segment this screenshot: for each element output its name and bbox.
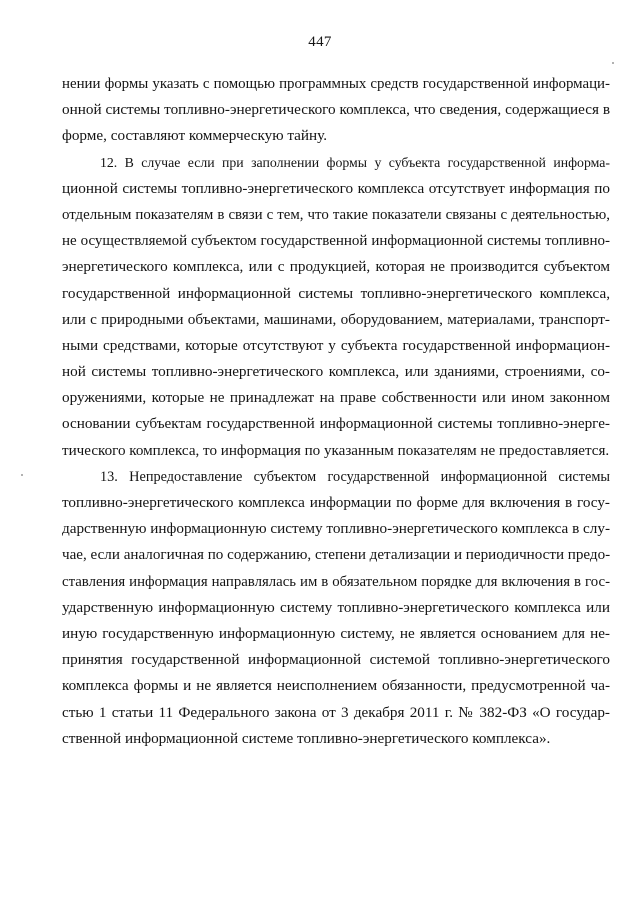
scan-speck xyxy=(21,474,23,476)
text-line: дарственную информационную систему топливно-энергетического комплекса в слу- xyxy=(62,520,611,538)
text-line: форме, составляют коммерческую тайну. xyxy=(62,127,328,145)
paragraph-continuation xyxy=(62,71,610,150)
paragraph-item-13 xyxy=(62,464,610,752)
text-line: 13. Непредоставление субъектом государственной информационной системы xyxy=(100,468,610,485)
text-line: государственной информационной системы топливно-энергетического комплекса, xyxy=(62,284,610,302)
text-line: нении формы указать с помощью программных средств государственной информаци- xyxy=(62,76,610,92)
text-line: 12. В случае если при заполнении формы у субъекта государственной информа- xyxy=(100,154,610,170)
text-line: не осуществляемой субъектом государственной информационной системы топливно- xyxy=(62,233,610,250)
text-line: ставления информация направлялась им в обязательном порядке для включения в гос- xyxy=(62,573,610,590)
text-line: ударственную информационную систему топливно-энергетического комплекса или xyxy=(62,598,610,616)
text-line: топливно-энергетического комплекса информации по форме для включения в госу- xyxy=(62,494,610,511)
text-line: или с природными объектами, машинами, оборудованием, материалами, транспорт- xyxy=(62,310,610,328)
text-line: тического комплекса, то информация по указанным показателям не предоставляется. xyxy=(62,442,610,459)
text-line: ной системы топливно-энергетического комплекса, или зданиями, строениями, со- xyxy=(62,363,610,381)
paragraph-item-12 xyxy=(62,150,610,464)
text-line: онной системы топливно-энергетического комплекса, что сведения, содержащиеся в xyxy=(62,101,610,119)
text-line: ционной системы топливно-энергетического комплекса отсутствует информация по xyxy=(62,179,610,197)
text-line: комплекса формы и не является неисполнением обязанности, предусмотренной ча- xyxy=(62,677,610,695)
text-line: чае, если аналогичная по содержанию, степени детализации и периодичности предо- xyxy=(62,547,611,564)
text-line: энергетического комплекса, или с продукцией, которая не производится субъектом xyxy=(62,258,610,276)
text-line: принятия государственной информационной системой топливно-энергетического xyxy=(62,651,610,669)
text-line: стью 1 статьи 11 Федерального закона от 3 декабря 2011 г. № 382-ФЗ «О государ- xyxy=(62,703,610,721)
text-line: ственной информационной системе топливно-энергетического комплекса». xyxy=(62,729,551,747)
text-line: ными средствами, которые отсутствуют у субъекта государственной информацион- xyxy=(62,336,610,354)
scan-speck xyxy=(612,62,614,64)
text-line: отдельным показателям в связи с тем, что такие показатели связаны с деятельностью, xyxy=(62,206,610,223)
text-line: основании субъектам государственной информационной системы топливно-энерге- xyxy=(62,415,610,433)
page-number: 447 xyxy=(308,34,332,50)
document-body xyxy=(62,71,610,752)
text-line: иную государственную информационную систему, не является основанием для не- xyxy=(62,624,610,642)
text-line: оружениями, которые не принадлежат на праве собственности или ином законном xyxy=(62,389,610,407)
